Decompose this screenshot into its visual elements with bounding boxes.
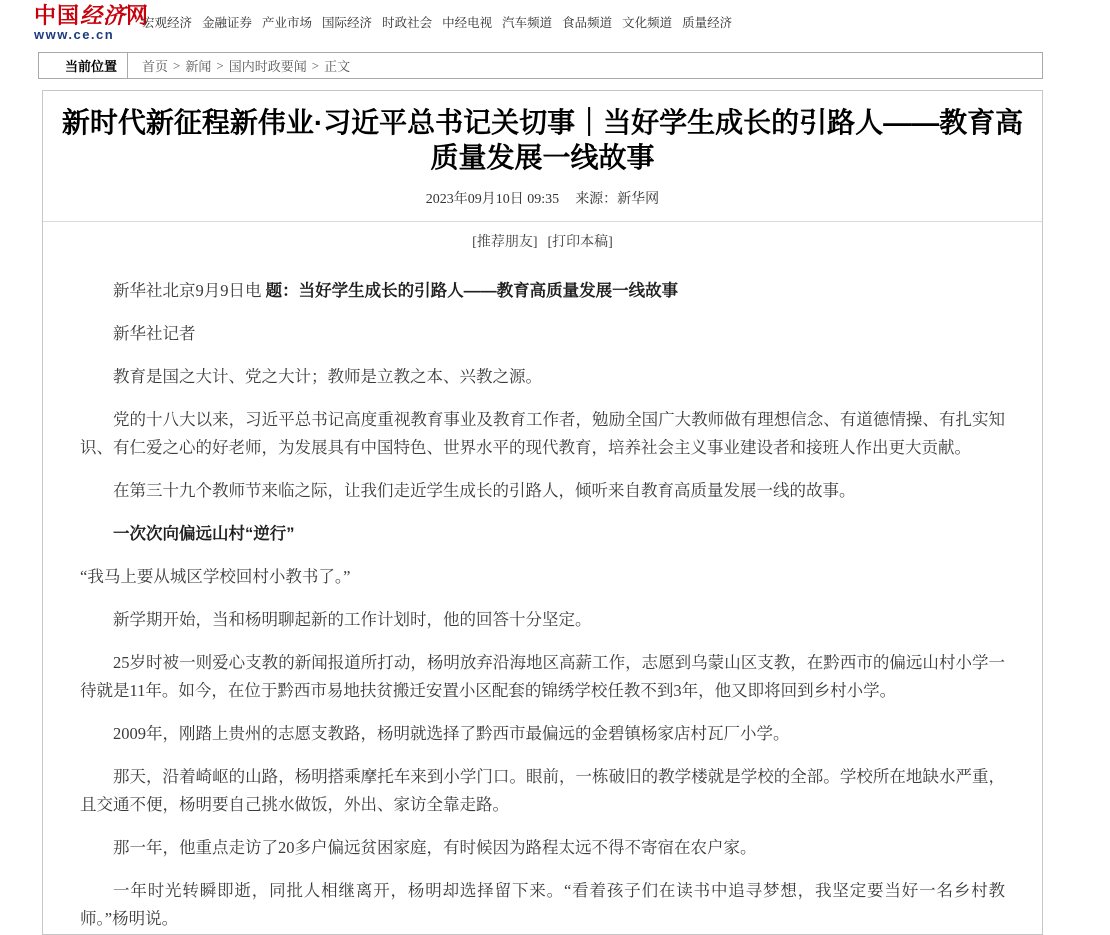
article-paragraph	[80, 277, 1005, 305]
nav-item[interactable]: 国际经济	[322, 16, 373, 30]
article-body	[43, 277, 1042, 933]
article-meta	[43, 188, 1042, 208]
top-nav	[142, 13, 742, 31]
article-paragraph	[80, 477, 1005, 505]
nav-item[interactable]: 文化频道	[622, 16, 673, 30]
article-paragraph	[80, 320, 1005, 348]
action-link[interactable]: [推荐朋友]	[472, 235, 538, 250]
breadcrumb-separator: >	[173, 57, 181, 73]
site-logo-url: www.ce.cn	[34, 27, 115, 42]
section-subheading	[80, 520, 1005, 548]
article-paragraph	[80, 834, 1005, 862]
nav-item[interactable]: 时政社会	[382, 16, 433, 30]
breadcrumb	[128, 53, 350, 78]
paragraph-text: 那天，沿着崎岖的山路，杨明搭乘摩托车来到小学门口。眼前，一栋破旧的教学楼就是学校的全部。学校所在地缺水严重，且交通不便，杨明要自己挑水做饭，外出、家访全靠走路。	[80, 767, 1005, 814]
nav-item[interactable]: 食品频道	[562, 16, 613, 30]
breadcrumb-link[interactable]: 新闻	[185, 59, 212, 74]
article-paragraph	[80, 877, 1005, 933]
breadcrumb-label: 当前位置	[64, 59, 117, 74]
paragraph-bold-text: 题：当好学生成长的引路人——教育高质量发展一线故事	[265, 282, 679, 300]
nav-item[interactable]: 质量经济	[682, 16, 733, 30]
paragraph-text: 2009年，刚踏上贵州的志愿支教路，杨明就选择了黔西市最偏远的金碧镇杨家店村瓦厂小学。	[113, 724, 790, 743]
article-date: 2023年09月10日 09:35	[425, 192, 560, 207]
nav-item[interactable]: 中经电视	[442, 16, 493, 30]
breadcrumb-separator: >	[216, 57, 224, 73]
article-container	[42, 90, 1043, 935]
nav-item[interactable]: 汽车频道	[502, 16, 553, 30]
logo-text-script: 经济	[80, 3, 127, 28]
page-title: 新时代新征程新伟业·习近平总书记关切事｜当好学生成长的引路人——教育高质量发展一线故事	[61, 107, 1024, 173]
site-logo[interactable]	[34, 4, 149, 42]
nav-item[interactable]: 产业市场	[262, 16, 313, 30]
article-paragraph	[80, 363, 1005, 391]
article-actions	[43, 231, 1042, 251]
paragraph-text: 新华社北京9月9日电	[113, 281, 266, 300]
logo-text-prefix: 中国	[34, 3, 81, 28]
article-paragraph	[80, 406, 1005, 462]
article-paragraph	[80, 606, 1005, 634]
paragraph-text: 党的十八大以来，习近平总书记高度重视教育事业及教育工作者，勉励全国广大教师做有理想信念、有道德情操、有扎实知识、有仁爱之心的好老师，为发展具有中国特色、世界水平的现代教育，培养社会主义事业建设者和接班人作出更大贡献。	[80, 410, 1005, 457]
action-link[interactable]: [打印本稿]	[547, 235, 613, 250]
nav-item[interactable]: 金融证券	[202, 16, 253, 30]
meta-divider	[43, 221, 1042, 222]
paragraph-text: 新学期开始，当和杨明聊起新的工作计划时，他的回答十分坚定。	[113, 610, 592, 629]
article-paragraph	[80, 563, 1005, 591]
paragraph-text: 一年时光转瞬即逝，同批人相继离开，杨明却选择留下来。“看着孩子们在读书中追寻梦想，我坚定要当好一名乡村教师。”杨明说。	[80, 881, 1005, 928]
paragraph-text: 在第三十九个教师节来临之际，让我们走近学生成长的引路人，倾听来自教育高质量发展一线的故事。	[113, 481, 856, 500]
paragraph-text: 那一年，他重点走访了20多户偏远贫困家庭，有时候因为路程太远不得不寄宿在农户家。	[113, 838, 757, 857]
article-paragraph	[80, 720, 1005, 748]
article-source: 来源：新华网	[575, 192, 660, 207]
site-logo-name	[34, 4, 149, 27]
paragraph-text: 教育是国之大计、党之大计；教师是立教之本、兴教之源。	[113, 367, 542, 386]
breadcrumb-link[interactable]: 正文	[324, 59, 351, 74]
article-paragraph	[80, 763, 1005, 819]
paragraph-text: “我马上要从城区学校回村小教书了。”	[80, 567, 351, 586]
paragraph-text: 25岁时被一则爱心支教的新闻报道所打动，杨明放弃沿海地区高薪工作，志愿到乌蒙山区支教，在黔西市的偏远山村小学一待就是11年。如今，在位于黔西市易地扶贫搬迁安置小区配套的锦绣学校任教不到3年，他又即将回到乡村小学。	[80, 653, 1005, 700]
logo-text-suffix: 网	[126, 3, 150, 28]
breadcrumb-link[interactable]: 国内时政要闻	[228, 59, 307, 74]
breadcrumb-link[interactable]: 首页	[142, 59, 169, 74]
nav-item[interactable]: 宏观经济	[142, 16, 193, 30]
paragraph-text: 新华社记者	[113, 324, 196, 343]
paragraph-bold-text: 一次次向偏远山村“逆行”	[113, 525, 295, 543]
article-paragraph	[80, 649, 1005, 705]
breadcrumb-bar	[38, 52, 1043, 79]
breadcrumb-separator: >	[311, 57, 320, 73]
